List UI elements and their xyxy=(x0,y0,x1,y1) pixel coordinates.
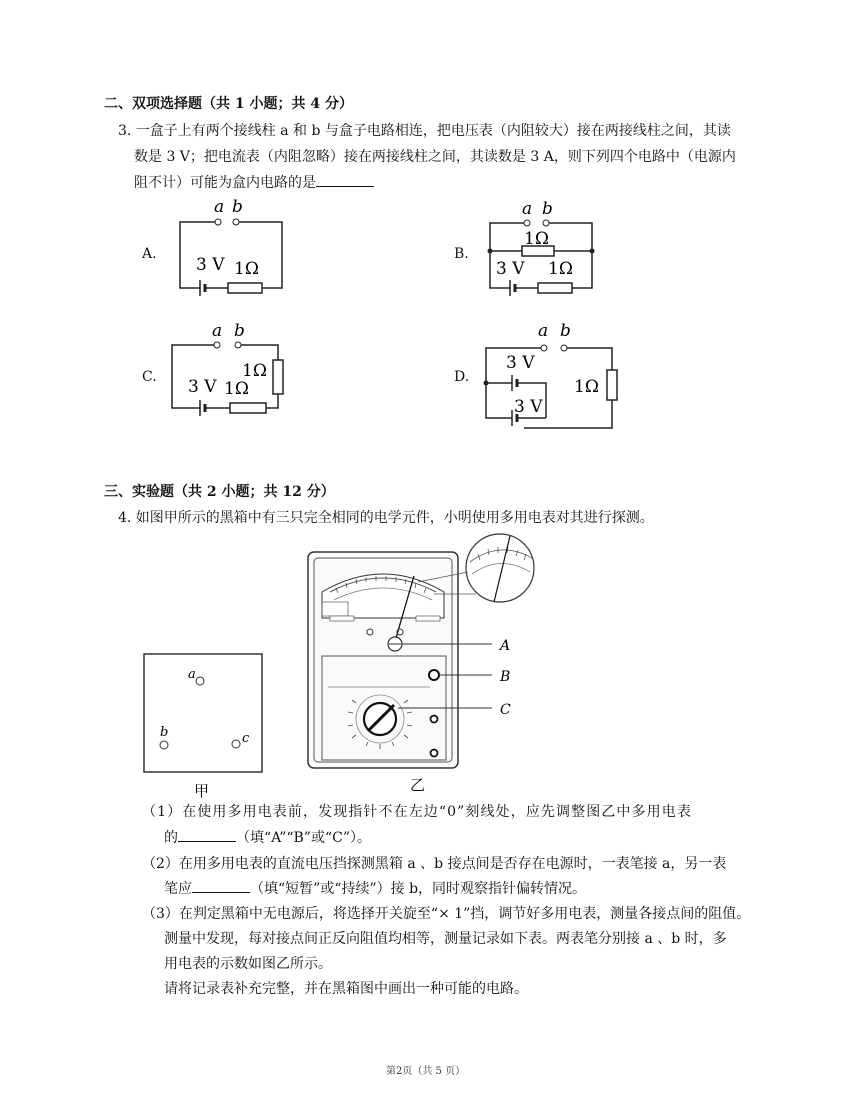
point-c xyxy=(232,740,240,748)
terminal-b xyxy=(233,219,239,225)
q4-part2-prefix: 笔应 xyxy=(164,881,192,897)
voltage-label: 3 V xyxy=(196,255,225,275)
voltage-label-2: 3 V xyxy=(514,397,543,417)
q4-part1-suffix: （填“A”“B”或“C”）。 xyxy=(236,830,371,846)
label-A: A xyxy=(500,638,511,654)
resistance-label-vertical: 1Ω xyxy=(242,361,267,381)
resistance-label-series: 1Ω xyxy=(224,379,249,399)
resistance-label: 1Ω xyxy=(574,377,599,397)
multimeter-figure xyxy=(300,532,556,794)
terminal-a-text: a xyxy=(214,197,225,217)
terminal-a-text: a xyxy=(522,199,533,219)
label-B: B xyxy=(500,669,511,685)
option-c-label: C. xyxy=(142,369,157,385)
black-box-outline xyxy=(144,654,262,772)
point-c-label: c xyxy=(242,731,250,746)
terminal-a-text: a xyxy=(212,321,223,341)
terminal-b xyxy=(543,220,549,226)
voltage-label: 3 V xyxy=(188,377,217,397)
terminal-b-text: b xyxy=(560,321,571,341)
q4-part2-line2 xyxy=(164,877,586,901)
circuit-option-d xyxy=(480,318,620,436)
q4-part2-line1: （2）在用多用电表的直流电压挡探测黑箱 a 、b 接点间是否存在电源时，一表笔接 a，另一表 xyxy=(142,856,727,872)
q4-part3-line3: 用电表的示数如图乙所示。 xyxy=(164,956,332,972)
terminal-a xyxy=(215,219,221,225)
q4-part1-prefix: 的 xyxy=(164,830,178,846)
label-C: C xyxy=(500,702,511,718)
option-b-label: B. xyxy=(454,246,469,262)
figure-yi-caption: 乙 xyxy=(410,776,426,794)
terminal-b xyxy=(561,345,567,351)
question-3-line-3 xyxy=(134,171,374,195)
jack-plus[interactable] xyxy=(431,716,438,723)
resistor xyxy=(228,283,262,293)
point-b xyxy=(160,741,168,749)
voltage-label-1: 3 V xyxy=(506,353,535,373)
q4-part2-suffix: （填“短暂”或“持续”）接 b，同时观察指针偏转情况。 xyxy=(250,881,587,897)
answer-blank-q4-1[interactable] xyxy=(178,827,236,842)
section-3-title: 三、实验题（共 2 小题；共 12 分） xyxy=(104,484,335,500)
q4-part1-line1: （1）在使用多用电表前，发现指针不在左边“0”刻线处，应先调整图乙中多用电表 xyxy=(142,804,692,820)
q4-part3-line4: 请将记录表补充完整，并在黑箱图中画出一种可能的电路。 xyxy=(164,981,528,997)
question-3-line-2: 数是 3 V；把电流表（内阻忽略）接在两接线柱之间，其读数是 3 A，则下列四个电路中（电源内 xyxy=(134,149,736,165)
point-a-label: a xyxy=(188,667,196,682)
point-b-label: b xyxy=(160,725,169,740)
terminal-b xyxy=(235,342,241,348)
section-2-title: 二、双项选择题（共 1 小题；共 4 分） xyxy=(104,96,353,112)
circuit-option-c xyxy=(166,318,296,428)
ohm-adjust-knob[interactable] xyxy=(429,670,439,680)
question-3-line-3-text: 阻不计）可能为盒内电路的是 xyxy=(134,175,316,191)
terminal-b-text: b xyxy=(232,197,243,217)
question-4-intro: 4. 如图甲所示的黑箱中有三只完全相同的电学元件，小明使用多用电表对其进行探测。 xyxy=(118,510,654,526)
answer-blank-q3[interactable] xyxy=(316,172,374,187)
point-a xyxy=(196,677,204,685)
resistance-label-top: 1Ω xyxy=(524,229,549,249)
voltage-label: 3 V xyxy=(496,259,525,279)
circuit-option-b xyxy=(480,196,610,306)
terminal-b-text: b xyxy=(234,321,245,341)
answer-blank-q4-2[interactable] xyxy=(192,878,250,893)
terminal-a-text: a xyxy=(538,321,549,341)
figure-jia-caption: 甲 xyxy=(194,782,210,800)
terminal-a xyxy=(524,220,530,226)
resistor-series xyxy=(230,403,266,413)
terminal-b-text: b xyxy=(542,199,553,219)
q4-part3-line1: （3）在判定黑箱中无电源后，将选择开关旋至“× 1”挡，调节好多用电表，测量各接点间的阻值。 xyxy=(142,906,751,922)
question-3-line-1: 3. 一盒子上有两个接线柱 a 和 b 与盒子电路相连，把电压表（内阻较大）接在两接线柱之间，其读 xyxy=(118,123,731,139)
resistor-vertical xyxy=(273,360,283,394)
circuit-option-a xyxy=(170,196,300,306)
resistor-vertical xyxy=(607,370,617,400)
q4-part3-line2: 测量中发现，每对接点间正反向阻值均相等，测量记录如下表。两表笔分别接 a 、b 时，多 xyxy=(164,931,727,947)
resistor-series xyxy=(538,283,572,293)
terminal-a xyxy=(541,345,547,351)
page-footer: 第2页（共 5 页） xyxy=(386,1066,466,1077)
black-box-figure xyxy=(140,650,270,800)
option-a-label: A. xyxy=(142,246,157,262)
q4-part1-line2 xyxy=(164,826,371,850)
magnified-dial-inset xyxy=(466,534,534,602)
resistance-label-bottom: 1Ω xyxy=(548,259,573,279)
resistance-label: 1Ω xyxy=(234,259,259,279)
option-d-label: D. xyxy=(454,369,470,385)
jack-minus[interactable] xyxy=(431,750,438,757)
terminal-a xyxy=(214,342,220,348)
